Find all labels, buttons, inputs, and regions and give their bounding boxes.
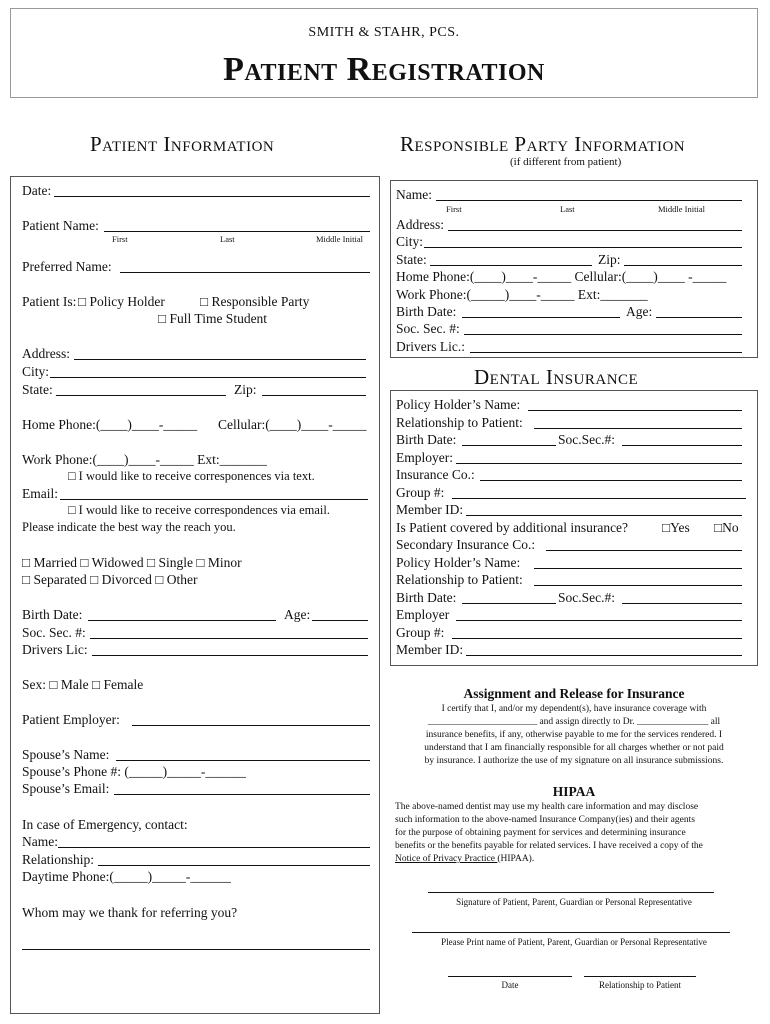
ins-birth-date-field[interactable]: [462, 445, 556, 446]
ins-socsec2-label: Soc.Sec.#:: [558, 590, 615, 605]
ins-birth-date-label: Birth Date:: [396, 432, 457, 447]
birth-date-label: Birth Date:: [22, 607, 83, 622]
full-time-student-checkbox[interactable]: □ Full Time Student: [158, 311, 268, 326]
rp-zip-field[interactable]: [624, 265, 742, 266]
home-phone-field[interactable]: Home Phone:(____)____-_____: [22, 417, 198, 432]
ins-socsec-label: Soc.Sec.#:: [558, 432, 615, 447]
ins-relationship2-label: Relationship to Patient:: [396, 572, 523, 587]
date-field[interactable]: [54, 196, 370, 197]
patient-info-title: Patient Information: [90, 132, 275, 156]
sex-checkboxes[interactable]: Sex: □ Male □ Female: [22, 677, 144, 692]
ins-member-field[interactable]: [466, 515, 742, 516]
ins-additional-question: Is Patient covered by additional insurance?: [396, 520, 629, 535]
referral-field[interactable]: [22, 949, 370, 950]
form-header: [10, 8, 758, 98]
ins-holder-name-field[interactable]: [528, 410, 742, 411]
ins-group-label: Group #:: [396, 485, 445, 500]
text-opt-checkbox[interactable]: □ I would like to receive corresponences via text.: [68, 469, 315, 483]
hipaa-line-2: such information to the above-named Insurance Company(ies) and their agents: [395, 815, 695, 825]
ins-group2-label: Group #:: [396, 625, 445, 640]
ssn-label: Soc. Sec. #:: [22, 625, 86, 640]
assignment-line-2: _______________________ and assign directly to Dr. _______________ all: [427, 717, 721, 727]
hipaa-line-4: benefits or the benefits payable for related services. I have received a copy of the: [395, 841, 703, 851]
rp-drivers-label: Drivers Lic.:: [396, 339, 465, 354]
emergency-relationship-label: Relationship:: [22, 852, 94, 867]
print-name-caption: Please Print name of Patient, Parent, Guardian or Personal Representative: [441, 937, 707, 947]
address-label: Address:: [22, 346, 70, 361]
rp-name-field[interactable]: [436, 200, 742, 201]
ins-socsec-field[interactable]: [622, 445, 742, 446]
hipaa-notice-rest: (HIPAA).: [497, 854, 535, 864]
rp-ssn-field[interactable]: [464, 334, 742, 335]
ins-company-field[interactable]: [480, 480, 742, 481]
rp-state-field[interactable]: [430, 265, 592, 266]
firm-name: SMITH & STAHR, PCS.: [308, 25, 460, 40]
rp-state-label: State:: [396, 252, 427, 267]
spouse-email-label: Spouse’s Email:: [22, 781, 110, 796]
preferred-name-field[interactable]: [120, 272, 370, 273]
rp-ssn-label: Soc. Sec. #:: [396, 321, 460, 336]
hipaa-line-1: The above-named dentist may use my health care information and may disclose: [395, 802, 699, 812]
age-field[interactable]: [312, 620, 368, 621]
ins-additional-no-checkbox[interactable]: □No: [714, 520, 739, 535]
ins-holder-name-label: Policy Holder’s Name:: [396, 397, 521, 412]
rp-name-first: First: [446, 204, 462, 214]
state-field[interactable]: [56, 395, 226, 396]
ins-relationship-field[interactable]: [534, 428, 742, 429]
patient-name-label: Patient Name:: [22, 218, 99, 233]
spouse-email-field[interactable]: [114, 794, 370, 795]
ins-holder-name2-field[interactable]: [534, 568, 742, 569]
zip-field[interactable]: [262, 395, 366, 396]
age-label: Age:: [284, 607, 311, 622]
spouse-phone-field[interactable]: Spouse’s Phone #: (_____)_____-______: [22, 764, 246, 779]
rp-name-last: Last: [560, 204, 575, 214]
relationship-caption: Relationship to Patient: [599, 980, 681, 990]
ins-secondary-co-label: Secondary Insurance Co.:: [396, 537, 536, 552]
form-title: Patient Registration: [223, 51, 545, 88]
drivers-lic-label: Drivers Lic:: [22, 642, 88, 657]
ssn-field[interactable]: [90, 638, 368, 639]
ins-company-label: Insurance Co.:: [396, 467, 475, 482]
hipaa-title: HIPAA: [552, 784, 596, 799]
ins-employer-field[interactable]: [456, 463, 742, 464]
print-name-line[interactable]: [412, 932, 730, 933]
ins-secondary-co-field[interactable]: [546, 550, 742, 551]
emergency-name-label: Name:: [22, 834, 58, 849]
ins-relationship-label: Relationship to Patient:: [396, 415, 523, 430]
hipaa-line-5: [395, 853, 534, 866]
assignment-line-5: by insurance. I authorize the use of my signature on all insurance submissions.: [424, 756, 724, 766]
date-label: Date:: [22, 183, 52, 198]
spouse-name-field[interactable]: [116, 760, 370, 761]
rp-birth-date-field[interactable]: [462, 317, 620, 318]
signature-line[interactable]: [428, 892, 714, 893]
signature-caption: Signature of Patient, Parent, Guardian or Personal Representative: [456, 897, 692, 907]
ins-holder-name2-label: Policy Holder’s Name:: [396, 555, 521, 570]
email-label: Email:: [22, 486, 58, 501]
city-label: City:: [22, 364, 50, 379]
ins-member-label: Member ID:: [396, 502, 464, 517]
rp-zip-label: Zip:: [598, 252, 621, 267]
ins-employer-label: Employer:: [396, 450, 453, 465]
employer-field[interactable]: [132, 725, 370, 726]
drivers-lic-field[interactable]: [92, 655, 368, 656]
responsible-party-note: (if different from patient): [510, 156, 622, 168]
emergency-relationship-field[interactable]: [98, 865, 370, 866]
marital-status-row-1[interactable]: □ Married □ Widowed □ Single □ Minor: [22, 555, 242, 570]
patient-name-first: First: [112, 234, 128, 244]
spouse-name-label: Spouse’s Name:: [22, 747, 110, 762]
zip-label: Zip:: [234, 382, 257, 397]
rp-address-field[interactable]: [448, 230, 742, 231]
best-way-text: Please indicate the best way the reach you.: [22, 520, 236, 534]
ins-group-field[interactable]: [452, 498, 746, 499]
rp-city-field[interactable]: [424, 247, 742, 248]
ins-employer2-field[interactable]: [456, 620, 742, 621]
address-field[interactable]: [74, 359, 366, 360]
responsible-party-title: Responsible Party Information: [400, 132, 686, 156]
patient-name-middle: Middle Initial: [316, 234, 363, 244]
patient-name-last: Last: [220, 234, 235, 244]
rp-age-field[interactable]: [656, 317, 742, 318]
ins-member2-label: Member ID:: [396, 642, 464, 657]
ins-relationship2-field[interactable]: [534, 585, 742, 586]
email-opt-checkbox[interactable]: □ I would like to receive correspondences via email.: [68, 503, 330, 517]
hipaa-line-3: for the purpose of obtaining payment for services and determining insurance: [395, 828, 686, 838]
policy-holder-checkbox[interactable]: □ Policy Holder: [78, 294, 165, 309]
marital-status-row-2[interactable]: □ Separated □ Divorced □ Other: [22, 572, 198, 587]
rp-birth-date-label: Birth Date:: [396, 304, 457, 319]
date-signature-line[interactable]: [448, 976, 572, 977]
ins-birth-date2-field[interactable]: [462, 603, 556, 604]
rp-drivers-field[interactable]: [470, 352, 742, 353]
referral-label: Whom may we thank for referring you?: [22, 905, 238, 920]
date-caption: Date: [501, 980, 519, 990]
rp-work-phone-field[interactable]: Work Phone:(_____)____-_____ Ext:_______: [396, 287, 648, 302]
rp-city-label: City:: [396, 234, 424, 249]
preferred-name-label: Preferred Name:: [22, 259, 112, 274]
relationship-signature-line[interactable]: [584, 976, 696, 977]
ins-socsec2-field[interactable]: [622, 603, 742, 604]
emergency-label: In case of Emergency, contact:: [22, 817, 188, 832]
ins-employer2-label: Employer: [396, 607, 450, 622]
patient-is-label: Patient Is:: [22, 294, 77, 309]
work-phone-field[interactable]: Work Phone:(____)____-_____ Ext:_______: [22, 452, 267, 467]
emergency-phone-field[interactable]: Daytime Phone:(_____)_____-______: [22, 869, 231, 884]
city-field[interactable]: [50, 377, 366, 378]
emergency-name-field[interactable]: [58, 847, 370, 848]
rp-name-middle: Middle Initial: [658, 204, 705, 214]
privacy-notice-link[interactable]: Notice of Privacy Practice: [395, 854, 498, 864]
email-field[interactable]: [60, 499, 368, 500]
rp-name-label: Name:: [396, 187, 432, 202]
patient-name-field[interactable]: [104, 231, 370, 232]
ins-group2-field[interactable]: [452, 638, 742, 639]
assignment-title: Assignment and Release for Insurance: [463, 686, 685, 701]
assignment-line-1: I certify that I, and/or my dependent(s), have insurance coverage with: [441, 704, 707, 714]
state-label: State:: [22, 382, 53, 397]
birth-date-field[interactable]: [88, 620, 276, 621]
assignment-line-4: understand that I am financially responsible for all charges whether or not paid: [424, 743, 724, 753]
ins-additional-yes-checkbox[interactable]: □Yes: [662, 520, 690, 535]
assignment-line-3: insurance benefits, if any, otherwise payable to me for the services rendered. I: [425, 730, 723, 740]
ins-member2-field[interactable]: [466, 655, 742, 656]
ins-birth-date2-label: Birth Date:: [396, 590, 457, 605]
responsible-party-checkbox[interactable]: □ Responsible Party: [200, 294, 310, 309]
employer-label: Patient Employer:: [22, 712, 120, 727]
cellular-field[interactable]: Cellular:(____)____-_____: [218, 417, 367, 432]
rp-age-label: Age:: [626, 304, 653, 319]
rp-address-label: Address:: [396, 217, 444, 232]
dental-insurance-title: Dental Insurance: [474, 365, 639, 389]
rp-phones-field[interactable]: Home Phone:(____)____-_____ Cellular:(____)____ -_____: [396, 269, 727, 284]
